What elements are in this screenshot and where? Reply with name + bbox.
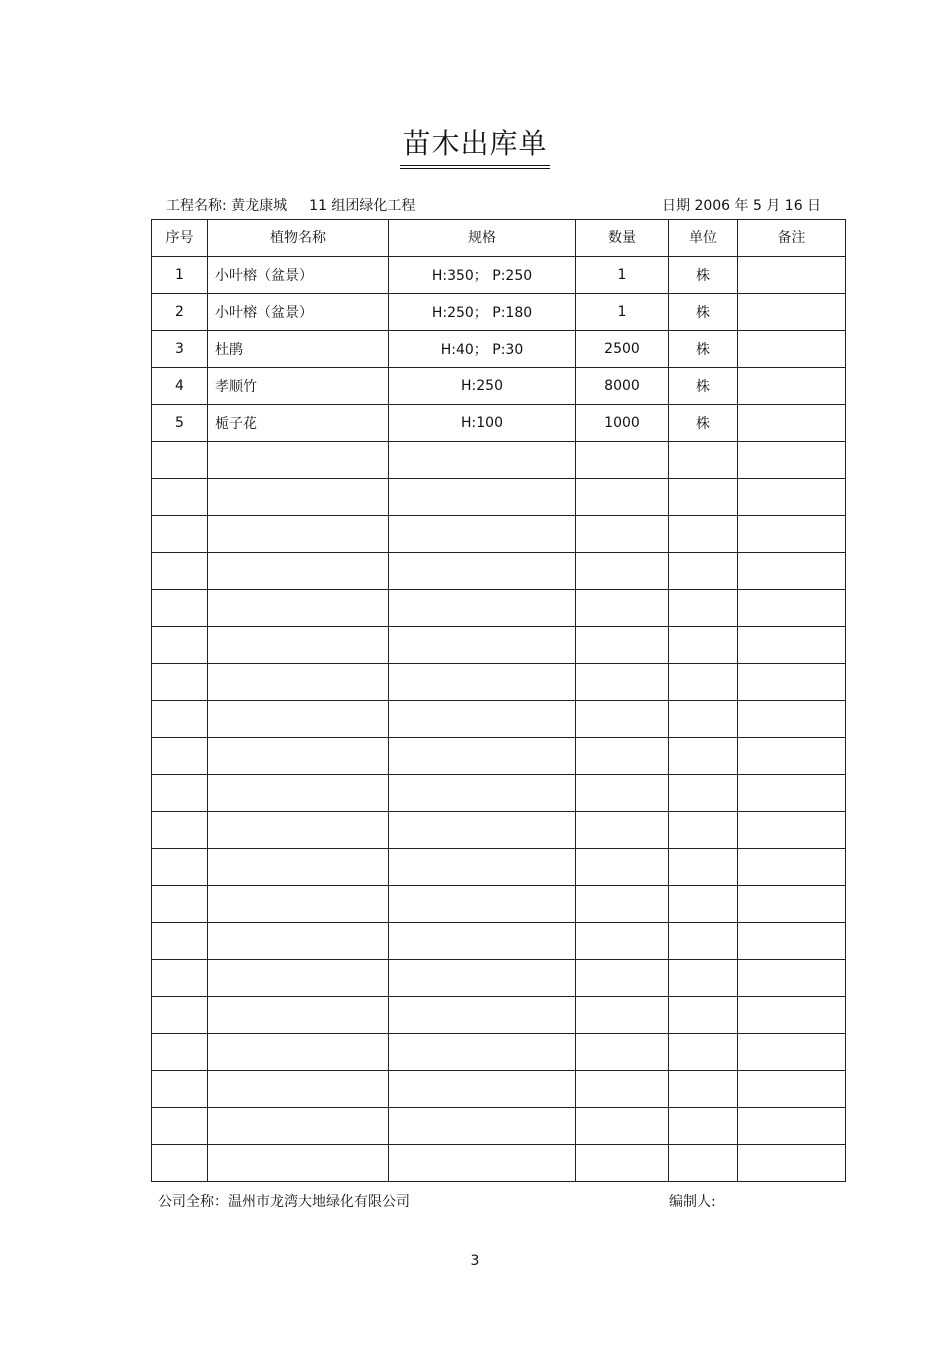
header-unit: 单位 xyxy=(669,220,738,257)
cell-index xyxy=(152,1108,208,1145)
cell-quantity xyxy=(576,1071,669,1108)
cell-remark xyxy=(738,664,846,701)
table-row xyxy=(152,775,846,812)
cell-quantity xyxy=(576,1145,669,1182)
cell-remark xyxy=(738,590,846,627)
cell-unit: 株 xyxy=(669,405,738,442)
table-row xyxy=(152,1108,846,1145)
cell-remark xyxy=(738,1071,846,1108)
cell-index xyxy=(152,1071,208,1108)
cell-remark xyxy=(738,516,846,553)
cell-plant-name xyxy=(208,479,389,516)
cell-index: 5 xyxy=(152,405,208,442)
project-label: 工程名称: xyxy=(166,198,227,214)
cell-remark xyxy=(738,812,846,849)
cell-unit xyxy=(669,923,738,960)
table-row xyxy=(152,368,846,405)
cell-unit xyxy=(669,701,738,738)
cell-unit xyxy=(669,1034,738,1071)
cell-unit xyxy=(669,997,738,1034)
project-name: 黄龙康城 xyxy=(231,198,288,214)
cell-unit xyxy=(669,553,738,590)
cell-spec xyxy=(389,442,576,479)
cell-index xyxy=(152,701,208,738)
cell-index xyxy=(152,960,208,997)
cell-index xyxy=(152,442,208,479)
cell-remark xyxy=(738,405,846,442)
cell-remark xyxy=(738,997,846,1034)
cell-plant-name xyxy=(208,923,389,960)
cell-unit xyxy=(669,738,738,775)
cell-remark xyxy=(738,442,846,479)
cell-quantity xyxy=(576,923,669,960)
cell-spec xyxy=(389,738,576,775)
cell-spec xyxy=(389,1108,576,1145)
cell-plant-name xyxy=(208,664,389,701)
table-row xyxy=(152,516,846,553)
cell-remark xyxy=(738,1108,846,1145)
cell-plant-name xyxy=(208,960,389,997)
cell-remark xyxy=(738,627,846,664)
cell-unit xyxy=(669,1145,738,1182)
header-remark: 备注 xyxy=(738,220,846,257)
table-body xyxy=(152,257,846,1182)
cell-unit xyxy=(669,664,738,701)
page-title-text: 苗木出库单 xyxy=(400,122,549,169)
cell-index xyxy=(152,590,208,627)
cell-spec: H:350； P:250 xyxy=(389,257,576,294)
cell-index xyxy=(152,627,208,664)
cell-spec: H:100 xyxy=(389,405,576,442)
cell-plant-name xyxy=(208,627,389,664)
cell-quantity xyxy=(576,775,669,812)
cell-remark xyxy=(738,849,846,886)
cell-unit xyxy=(669,442,738,479)
header-plant-name: 植物名称 xyxy=(208,220,389,257)
table-row xyxy=(152,1071,846,1108)
cell-spec xyxy=(389,775,576,812)
cell-index xyxy=(152,849,208,886)
table-row xyxy=(152,812,846,849)
table-row xyxy=(152,331,846,368)
cell-plant-name xyxy=(208,738,389,775)
company-name: 公司全称：温州市龙湾大地绿化有限公司 xyxy=(158,1194,410,1210)
table-row xyxy=(152,257,846,294)
cell-quantity xyxy=(576,590,669,627)
cell-quantity xyxy=(576,627,669,664)
cell-plant-name: 杜鹃 xyxy=(208,331,389,368)
outbound-table xyxy=(151,219,846,1182)
table-row xyxy=(152,997,846,1034)
cell-unit xyxy=(669,479,738,516)
cell-spec xyxy=(389,553,576,590)
cell-index: 3 xyxy=(152,331,208,368)
cell-unit xyxy=(669,516,738,553)
table-row xyxy=(152,627,846,664)
cell-spec xyxy=(389,701,576,738)
cell-plant-name xyxy=(208,1108,389,1145)
cell-unit: 株 xyxy=(669,257,738,294)
cell-index xyxy=(152,738,208,775)
cell-plant-name xyxy=(208,997,389,1034)
table-row xyxy=(152,442,846,479)
cell-quantity xyxy=(576,553,669,590)
cell-index xyxy=(152,923,208,960)
cell-remark xyxy=(738,1034,846,1071)
cell-unit xyxy=(669,1108,738,1145)
cell-spec xyxy=(389,849,576,886)
cell-plant-name xyxy=(208,1071,389,1108)
cell-spec xyxy=(389,1145,576,1182)
cell-spec xyxy=(389,479,576,516)
page-title xyxy=(0,122,950,169)
project-detail: 11 组团绿化工程 xyxy=(309,198,416,214)
cell-quantity: 8000 xyxy=(576,368,669,405)
cell-unit xyxy=(669,775,738,812)
cell-index xyxy=(152,553,208,590)
cell-spec xyxy=(389,516,576,553)
cell-quantity xyxy=(576,812,669,849)
date-info: 日期 2006 年 5 月 16 日 xyxy=(662,198,822,214)
cell-spec xyxy=(389,627,576,664)
cell-spec: H:250； P:180 xyxy=(389,294,576,331)
cell-plant-name xyxy=(208,775,389,812)
cell-quantity xyxy=(576,738,669,775)
table-row xyxy=(152,590,846,627)
header-spec: 规格 xyxy=(389,220,576,257)
cell-plant-name xyxy=(208,590,389,627)
cell-plant-name: 孝顺竹 xyxy=(208,368,389,405)
cell-plant-name: 小叶榕（盆景） xyxy=(208,257,389,294)
cell-remark xyxy=(738,1145,846,1182)
header-quantity: 数量 xyxy=(576,220,669,257)
cell-plant-name xyxy=(208,516,389,553)
cell-unit xyxy=(669,1071,738,1108)
cell-index xyxy=(152,997,208,1034)
cell-remark xyxy=(738,960,846,997)
cell-plant-name xyxy=(208,886,389,923)
cell-plant-name xyxy=(208,701,389,738)
cell-index xyxy=(152,1034,208,1071)
cell-index xyxy=(152,812,208,849)
cell-plant-name xyxy=(208,812,389,849)
cell-quantity xyxy=(576,664,669,701)
cell-index xyxy=(152,775,208,812)
cell-plant-name xyxy=(208,442,389,479)
project-info xyxy=(166,195,415,215)
table-row xyxy=(152,923,846,960)
cell-quantity xyxy=(576,849,669,886)
cell-index xyxy=(152,516,208,553)
cell-remark xyxy=(738,553,846,590)
table-row xyxy=(152,553,846,590)
cell-quantity: 1000 xyxy=(576,405,669,442)
cell-unit xyxy=(669,812,738,849)
cell-index xyxy=(152,886,208,923)
cell-unit: 株 xyxy=(669,368,738,405)
cell-unit xyxy=(669,960,738,997)
cell-quantity xyxy=(576,442,669,479)
cell-unit xyxy=(669,886,738,923)
cell-plant-name xyxy=(208,553,389,590)
cell-remark xyxy=(738,257,846,294)
cell-spec xyxy=(389,1034,576,1071)
cell-plant-name xyxy=(208,1145,389,1182)
cell-quantity xyxy=(576,886,669,923)
table-row xyxy=(152,1145,846,1182)
cell-plant-name: 小叶榕（盆景） xyxy=(208,294,389,331)
cell-unit xyxy=(669,590,738,627)
cell-index: 2 xyxy=(152,294,208,331)
table-row xyxy=(152,960,846,997)
cell-plant-name: 栀子花 xyxy=(208,405,389,442)
page-number: 3 xyxy=(470,1253,480,1269)
table-row xyxy=(152,664,846,701)
cell-spec xyxy=(389,1071,576,1108)
cell-spec xyxy=(389,960,576,997)
cell-unit xyxy=(669,849,738,886)
cell-index xyxy=(152,664,208,701)
cell-spec xyxy=(389,997,576,1034)
cell-quantity xyxy=(576,1034,669,1071)
cell-spec: H:250 xyxy=(389,368,576,405)
cell-quantity xyxy=(576,701,669,738)
table-row xyxy=(152,738,846,775)
cell-index: 1 xyxy=(152,257,208,294)
cell-remark xyxy=(738,775,846,812)
header-index: 序号 xyxy=(152,220,208,257)
cell-spec: H:40； P:30 xyxy=(389,331,576,368)
cell-spec xyxy=(389,886,576,923)
cell-spec xyxy=(389,812,576,849)
cell-quantity xyxy=(576,997,669,1034)
cell-quantity xyxy=(576,960,669,997)
cell-quantity: 2500 xyxy=(576,331,669,368)
cell-index: 4 xyxy=(152,368,208,405)
table-row xyxy=(152,405,846,442)
table-row xyxy=(152,886,846,923)
cell-spec xyxy=(389,923,576,960)
cell-index xyxy=(152,479,208,516)
table-row xyxy=(152,701,846,738)
cell-remark xyxy=(738,368,846,405)
cell-plant-name xyxy=(208,1034,389,1071)
cell-unit: 株 xyxy=(669,294,738,331)
table-row xyxy=(152,1034,846,1071)
cell-remark xyxy=(738,738,846,775)
cell-quantity: 1 xyxy=(576,257,669,294)
cell-quantity: 1 xyxy=(576,294,669,331)
preparer-label: 编制人: xyxy=(669,1194,716,1210)
cell-remark xyxy=(738,479,846,516)
table-row xyxy=(152,294,846,331)
cell-index xyxy=(152,1145,208,1182)
cell-remark xyxy=(738,331,846,368)
table-header-row xyxy=(152,220,846,257)
cell-quantity xyxy=(576,1108,669,1145)
cell-unit xyxy=(669,627,738,664)
table-row xyxy=(152,849,846,886)
cell-quantity xyxy=(576,479,669,516)
cell-remark xyxy=(738,701,846,738)
cell-remark xyxy=(738,923,846,960)
cell-plant-name xyxy=(208,849,389,886)
cell-spec xyxy=(389,664,576,701)
cell-remark xyxy=(738,886,846,923)
cell-remark xyxy=(738,294,846,331)
table-row xyxy=(152,479,846,516)
cell-unit: 株 xyxy=(669,331,738,368)
cell-spec xyxy=(389,590,576,627)
cell-quantity xyxy=(576,516,669,553)
